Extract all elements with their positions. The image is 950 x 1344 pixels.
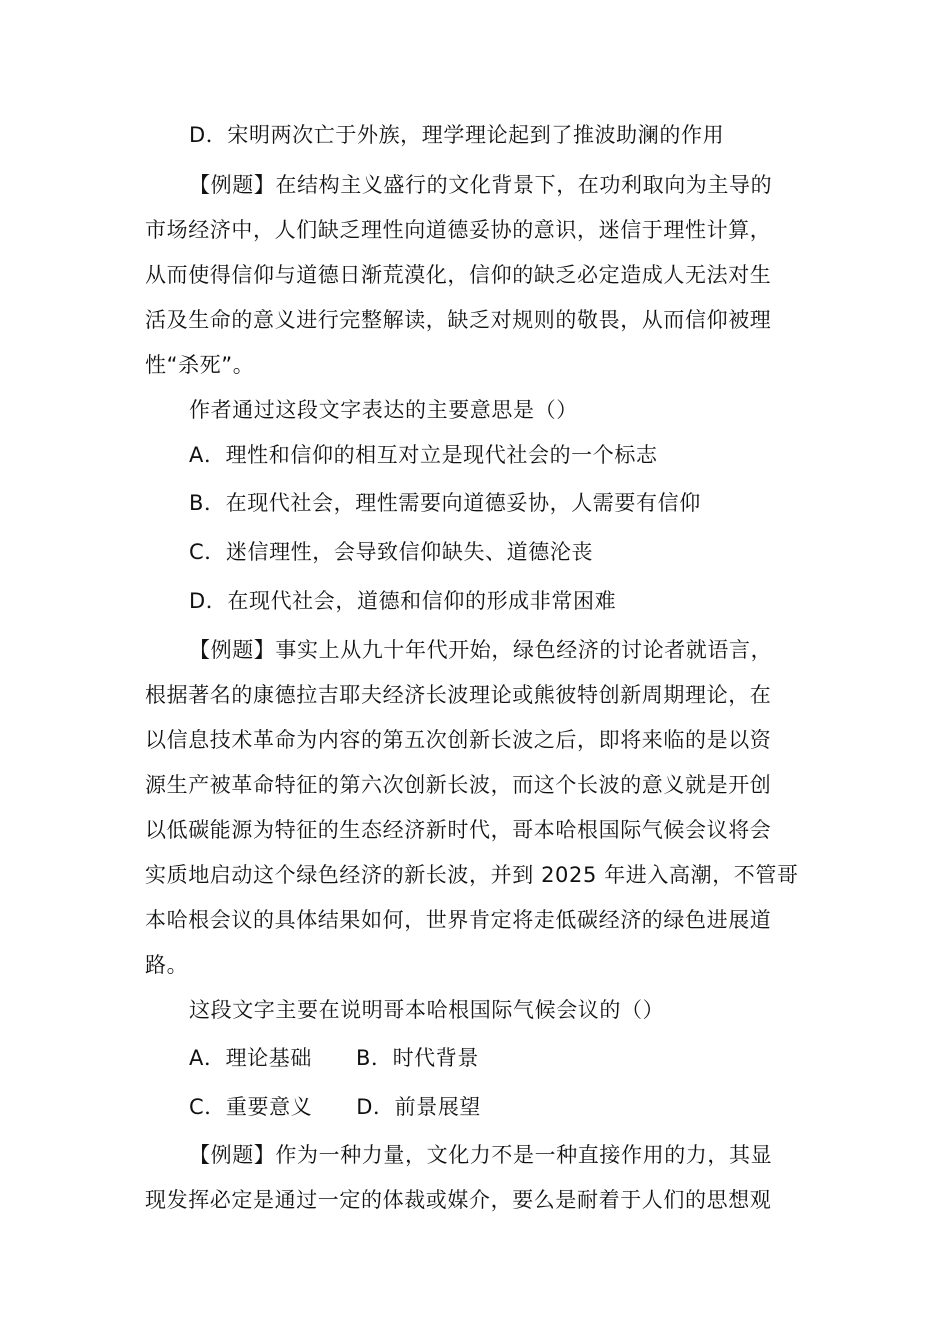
option-d: D．前景展望 [356,1095,482,1119]
option-b: B．时代背景 [355,1046,479,1070]
example-heading-line: 【例题】在结构主义盛行的文化背景下，在功利取向为主导的 [189,173,773,197]
paragraph-line: 本哈根会议的具体结果如何，世界肯定将走低碳经济的绿色进展道 [145,908,772,932]
paragraph-line: 源生产被革命特征的第六次创新长波，而这个长波的意义就是开创 [145,773,772,797]
option-a: A．理论基础 [189,1046,312,1070]
question-line: 作者通过这段文字表达的主要意思是（） [189,398,578,422]
paragraph-line: 以低碳能源为特征的生态经济新时代，哥本哈根国际气候会议将会 [145,818,772,842]
paragraph-line: 从而使得信仰与道德日渐荒漠化，信仰的缺乏必定造成人无法对生 [145,263,772,287]
paragraph-line: 根据著名的康德拉吉耶夫经济长波理论或熊彼特创新周期理论，在 [145,683,772,707]
paragraph-line: 现发挥必定是通过一定的体裁或媒介，要么是耐着于人们的思想观 [145,1188,772,1212]
paragraph-line: 实质地启动这个绿色经济的新长波，并到 2025 年进入高潮，不管哥 [145,863,799,887]
option-c: C．重要意义 [189,1095,313,1119]
paragraph-line: 性“杀死”。 [145,353,255,377]
paragraph-line: 市场经济中，人们缺乏理性向道德妥协的意识，迷信于理性计算， [145,218,772,242]
paragraph-line: 路。 [145,953,189,977]
options-row-1 [189,1043,479,1073]
option-d-line: D．在现代社会，道德和信仰的形成非常困难 [189,589,617,613]
paragraph-line: 活及生命的意义进行完整解读，缺乏对规则的敬畏，从而信仰被理 [145,308,772,332]
option-d-line: D．宋明两次亡于外族，理学理论起到了推波助澜的作用 [189,123,725,147]
option-c-line: C．迷信理性，会导致信仰缺失、道德沦丧 [189,540,594,564]
option-b-line: B．在现代社会，理性需要向道德妥协，人需要有信仰 [189,491,701,515]
question-line: 这段文字主要在说明哥本哈根国际气候会议的（） [189,998,665,1022]
example-heading-line: 【例题】事实上从九十年代开始，绿色经济的讨论者就语言， [189,638,773,662]
example-heading-line: 【例题】作为一种力量，文化力不是一种直接作用的力，其显 [189,1143,773,1167]
option-a-line: A．理性和信仰的相互对立是现代社会的一个标志 [189,443,658,467]
options-row-2 [189,1092,481,1122]
paragraph-line: 以信息技术革命为内容的第五次创新长波之后，即将来临的是以资 [145,728,772,752]
